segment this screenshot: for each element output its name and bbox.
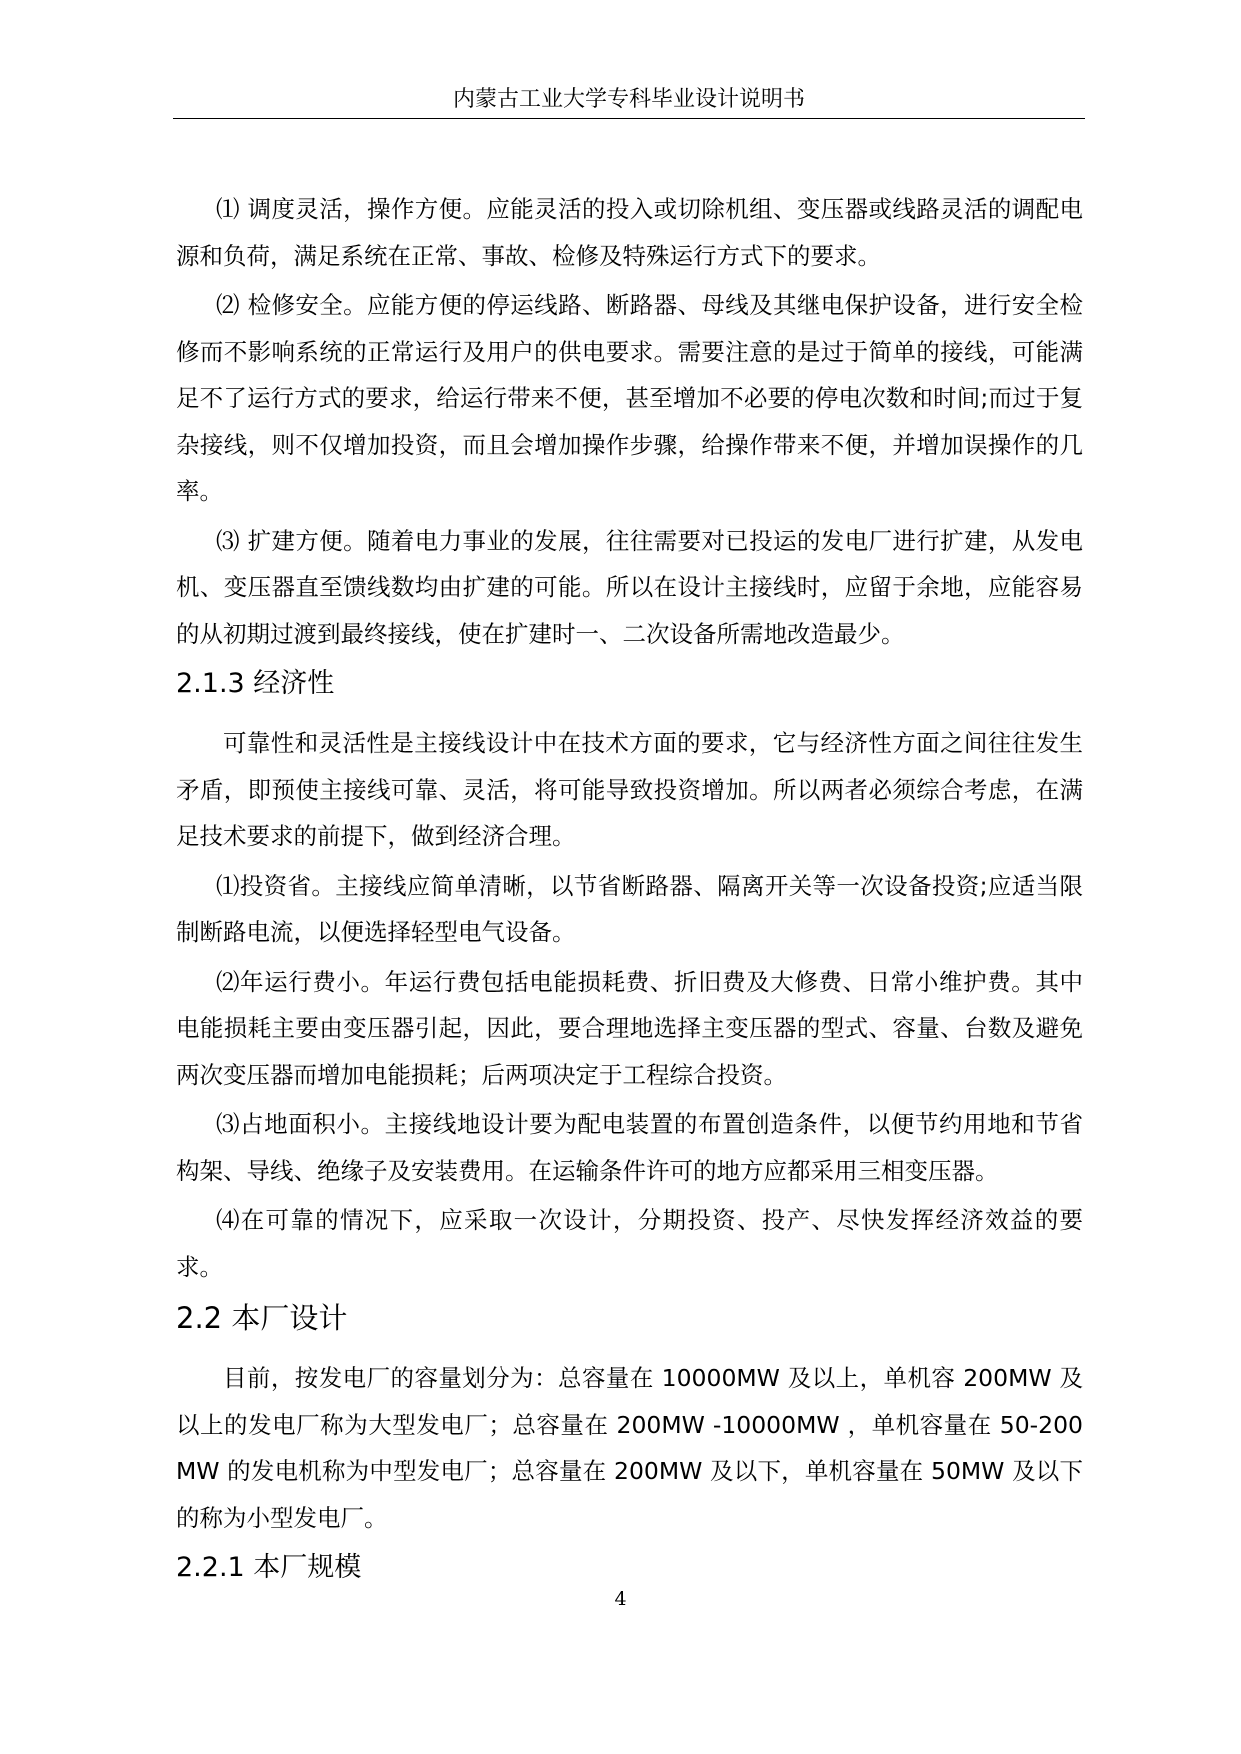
section-heading-2-2-1: 2.2.1 本厂规模 — [176, 1552, 362, 1583]
paragraph-economy-investment: ⑴投资省。主接线应简单清晰，以节省断路器、隔离开关等一次设备投资;应适当限制断路电流，以便选择轻型电气设备。 — [176, 871, 1083, 946]
section-heading-2-1-3: 2.1.3 经济性 — [176, 668, 335, 699]
document-body — [176, 186, 1083, 1604]
paragraph-economy-land-area: ⑶占地面积小。主接线地设计要为配电装置的布置创造条件，以便节约用地和节省构架、导线、绝缘子及安装费用。在运输条件许可的地方应都采用三相变压器。 — [176, 1110, 1083, 1185]
paragraph-flexibility-maintenance: ⑵ 检修安全。应能方便的停运线路、断路器、母线及其继电保护设备，进行安全检修而不影响系统的正常运行及用户的供电要求。需要注意的是过于简单的接线，可能满足不了运行方式的要求，给运行带来不便，甚至增加不必要的停电次数和时间;而过于复杂接线，则不仅增加投资，而且会增加操作步骤，给操作带来不便，并增加误操作的几率。 — [176, 291, 1083, 505]
paragraph-economy-intro: 可靠性和灵活性是主接线设计中在技术方面的要求，它与经济性方面之间往往发生矛盾，即预使主接线可靠、灵活，将可能导致投资增加。所以两者必须综合考虑，在满足技术要求的前提下，做到经济合理。 — [176, 729, 1083, 850]
section-heading-2-2: 2.2 本厂设计 — [176, 1301, 348, 1335]
paragraph-economy-annual-cost: ⑵年运行费小。年运行费包括电能损耗费、折旧费及大修费、日常小维护费。其中电能损耗主要由变压器引起，因此，要合理地选择主变压器的型式、容量、台数及避免两次变压器而增加电能损耗；后两项决定于工程综合投资。 — [176, 967, 1083, 1089]
page-header: 内蒙古工业大学专科毕业设计说明书 — [173, 82, 1085, 119]
paragraph-flexibility-dispatch: ⑴ 调度灵活，操作方便。应能灵活的投入或切除机组、变压器或线路灵活的调配电源和负荷，满足系统在正常、事故、检修及特殊运行方式下的要求。 — [176, 195, 1083, 270]
paragraph-flexibility-expansion: ⑶ 扩建方便。随着电力事业的发展，往往需要对已投运的发电厂进行扩建，从发电机、变压器直至馈线数均由扩建的可能。所以在设计主接线时，应留于余地，应能容易的从初期过渡到最终接线，使在扩建时一、二次设备所需地改造最少。 — [176, 526, 1083, 648]
paragraph-economy-staged-investment: ⑷在可靠的情况下，应采取一次设计，分期投资、投产、尽快发挥经济效益的要求。 — [176, 1206, 1083, 1281]
paragraph-plant-classification: 目前，按发电厂的容量划分为：总容量在 10000MW 及以上，单机容 200MW 及以上的发电厂称为大型发电厂；总容量在 200MW -10000MW ，单机容量在 50-200 MW 的发电机称为中型发电厂；总容量在 200MW 及以下，单机容量在 50MW 及以下的称为小型发电厂。 — [176, 1364, 1083, 1532]
page-number: 4 — [614, 1588, 627, 1610]
